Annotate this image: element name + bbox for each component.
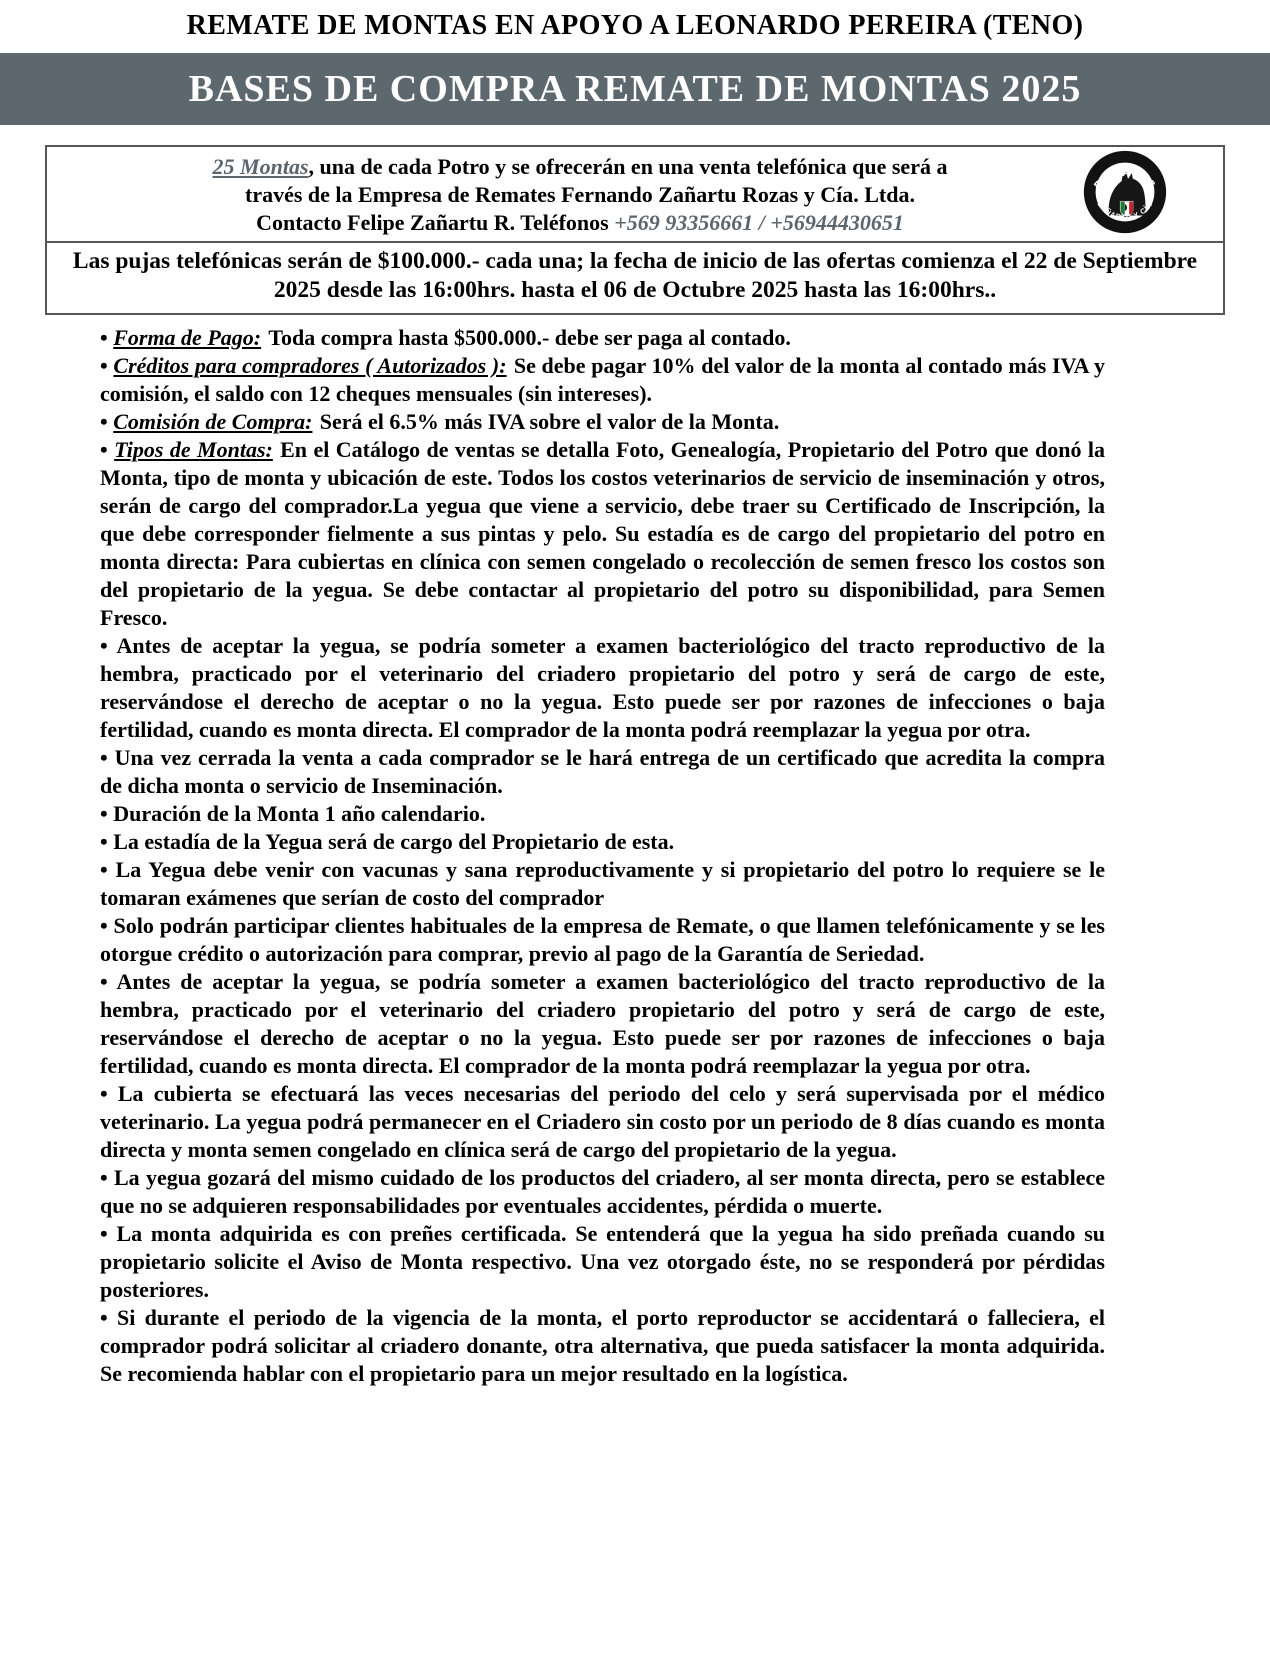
bullet-icon: • <box>100 801 114 826</box>
term-text: La monta adquirida es con preñes certificada. Se entenderá que la yegua ha sido preñada cuando su propietario solicite el Aviso de Monta respectivo. Una vez otorgado éste, no se responderá por pérdidas posteriores. <box>100 1221 1106 1302</box>
intro-line2-text: través de la Empresa de Remates Fernando Zañartu Rozas y Cía. Ltda. <box>245 182 915 207</box>
term-item <box>100 800 1105 828</box>
bid-note: Las pujas telefónicas serán de $100.000.- cada una; la fecha de inicio de las ofertas comienza el 22 de Septiembre 2025 desde las 16:00hrs. hasta el 06 de Octubre 2025 hasta las 16:00hrs.. <box>72 248 1198 303</box>
term-label: Tipos de Montas: <box>114 437 273 462</box>
bullet-icon: • <box>100 325 114 350</box>
term-item <box>100 408 1105 436</box>
bullet-icon: • <box>100 353 114 378</box>
term-item <box>100 856 1105 912</box>
term-text: Una vez cerrada la venta a cada comprador se le hará entrega de un certificado que acredita la compra de dicha monta o servicio de Inseminación. <box>100 745 1105 798</box>
bullet-icon: • <box>100 437 115 462</box>
term-item <box>100 744 1105 800</box>
term-text: La Yegua debe venir con vacunas y sana reproductivamente y si propietario del potro lo requiere se le tomaran exámenes que serían de costo del comprador <box>100 857 1106 910</box>
term-item <box>100 436 1105 632</box>
term-item <box>100 632 1105 744</box>
bullet-icon: • <box>100 633 117 658</box>
term-text: La estadía de la Yegua será de cargo del Propietario de esta. <box>113 829 675 854</box>
logo-bottom-text: ZAÑARTU Y CÍA <box>1095 200 1155 222</box>
bullet-icon: • <box>100 857 116 882</box>
term-item <box>100 1164 1105 1220</box>
bullet-icon: • <box>100 1165 114 1190</box>
bullet-icon: • <box>100 1221 117 1246</box>
bullet-icon: • <box>100 829 114 854</box>
term-label: Forma de Pago: <box>113 325 262 350</box>
term-item <box>100 1220 1105 1304</box>
phone-numbers: +569 93356661 / +56944430651 <box>614 210 904 235</box>
term-text: La cubierta se efectuará las veces necesarias del periodo del celo y será supervisada por el médico veterinario. La yegua podrá permanecer en el Criadero sin costo por un periodo de 8 días cuando es monta directa y monta semen congelado en clínica será de cargo del propietario de la yegua. <box>100 1081 1105 1162</box>
logo-top-text: REMATES <box>1091 166 1159 192</box>
term-text: Duración de la Monta 1 año calendario. <box>113 801 486 826</box>
term-item <box>100 1304 1105 1388</box>
term-text: Toda compra hasta $500.000.- debe ser paga al contado. <box>268 325 791 350</box>
term-label: Comisión de Compra: <box>113 409 313 434</box>
term-text: Si durante el periodo de la vigencia de la monta, el porto reproductor se accidentará o falleciera, el comprador podrá solicitar al criadero donante, otra alternativa, que pueda satisfacer la monta adquirida. Se recomienda hablar con el propietario para un mejor resultado en la logística. <box>100 1305 1105 1386</box>
terms-list <box>100 324 1105 1388</box>
term-item <box>100 352 1105 408</box>
term-item <box>100 912 1105 968</box>
term-item <box>100 968 1105 1080</box>
term-label: Créditos para compradores ( Autorizados ): <box>113 353 507 378</box>
banner-title: BASES DE COMPRA REMATE DE MONTAS 2025 <box>188 68 1082 110</box>
term-text: Se debe pagar 10% del valor de la monta al contado más IVA y comisión, el saldo con 12 cheques mensuales (sin intereses). <box>100 353 1106 406</box>
term-item <box>100 828 1105 856</box>
bullet-icon: • <box>100 1081 118 1106</box>
montas-count-label: 25 Montas <box>212 154 309 179</box>
page-title: REMATE DE MONTAS EN APOYO A LEONARDO PEREIRA (TENO) <box>186 10 1084 41</box>
contact-label: Contacto Felipe Zañartu R. Teléfonos <box>256 210 615 235</box>
intro-line1-text: , una de cada Potro y se ofrecerán en una venta telefónica que será a <box>308 154 948 179</box>
term-text: Solo podrán participar clientes habituales de la empresa de Remate, o que llamen telefónicamente y se les otorgue crédito o autorización para comprar, previo al pago de la Garantía de Seriedad. <box>100 913 1105 966</box>
bullet-icon: • <box>100 745 115 770</box>
bullet-icon: • <box>100 969 117 994</box>
term-text: Antes de aceptar la yegua, se podría someter a examen bacteriológico del tracto reproductivo de la hembra, practicado por el veterinario del criadero propietario del potro y será de cargo de este, reservándose el derecho de aceptar o no la yegua. Esto puede ser por razones de infecciones o baja fertilidad, cuando es monta directa. El comprador de la monta podrá reemplazar la yegua por otra. <box>100 633 1105 742</box>
bullet-icon: • <box>100 913 114 938</box>
term-text: Será el 6.5% más IVA sobre el valor de la Monta. <box>319 409 780 434</box>
term-text: Antes de aceptar la yegua, se podría someter a examen bacteriológico del tracto reproductivo de la hembra, practicado por el veterinario del criadero propietario del potro y será de cargo de este, reservándose el derecho de aceptar o no la yegua. Esto puede ser por razones de infecciones o baja fertilidad, cuando es monta directa. El comprador de la monta podrá reemplazar la yegua por otra. <box>100 969 1105 1078</box>
term-item <box>100 1080 1105 1164</box>
remates-logo <box>1083 150 1167 234</box>
intro-paragraph <box>47 147 1223 239</box>
term-text: La yegua gozará del mismo cuidado de los productos del criadero, al ser monta directa, pero se establece que no se adquieren responsabilidades por eventuales accidentes, pérdida o muerte. <box>100 1165 1105 1218</box>
bullet-icon: • <box>100 1305 118 1330</box>
banner <box>0 53 1270 125</box>
intro-box <box>45 145 1225 315</box>
bullet-icon: • <box>100 409 114 434</box>
term-text: En el Catálogo de ventas se detalla Foto, Genealogía, Propietario del Potro que donó la Monta, tipo de monta y ubicación de este. Todos los costos veterinarios de servicio de inseminación y otros, serán de cargo del comprador.La yegua que viene a servicio, debe traer su Certificado de Inscripción, la que debe corresponder fielmente a sus pintas y pelo. Su estadía es de cargo del propietario del potro en monta directa: Para cubiertas en clínica con semen congelado o recolección de semen fresco los costos son del propietario de la yegua. Se debe contactar al propietario del potro su disponibilidad, para Semen Fresco. <box>100 437 1106 630</box>
term-item <box>100 324 1105 352</box>
